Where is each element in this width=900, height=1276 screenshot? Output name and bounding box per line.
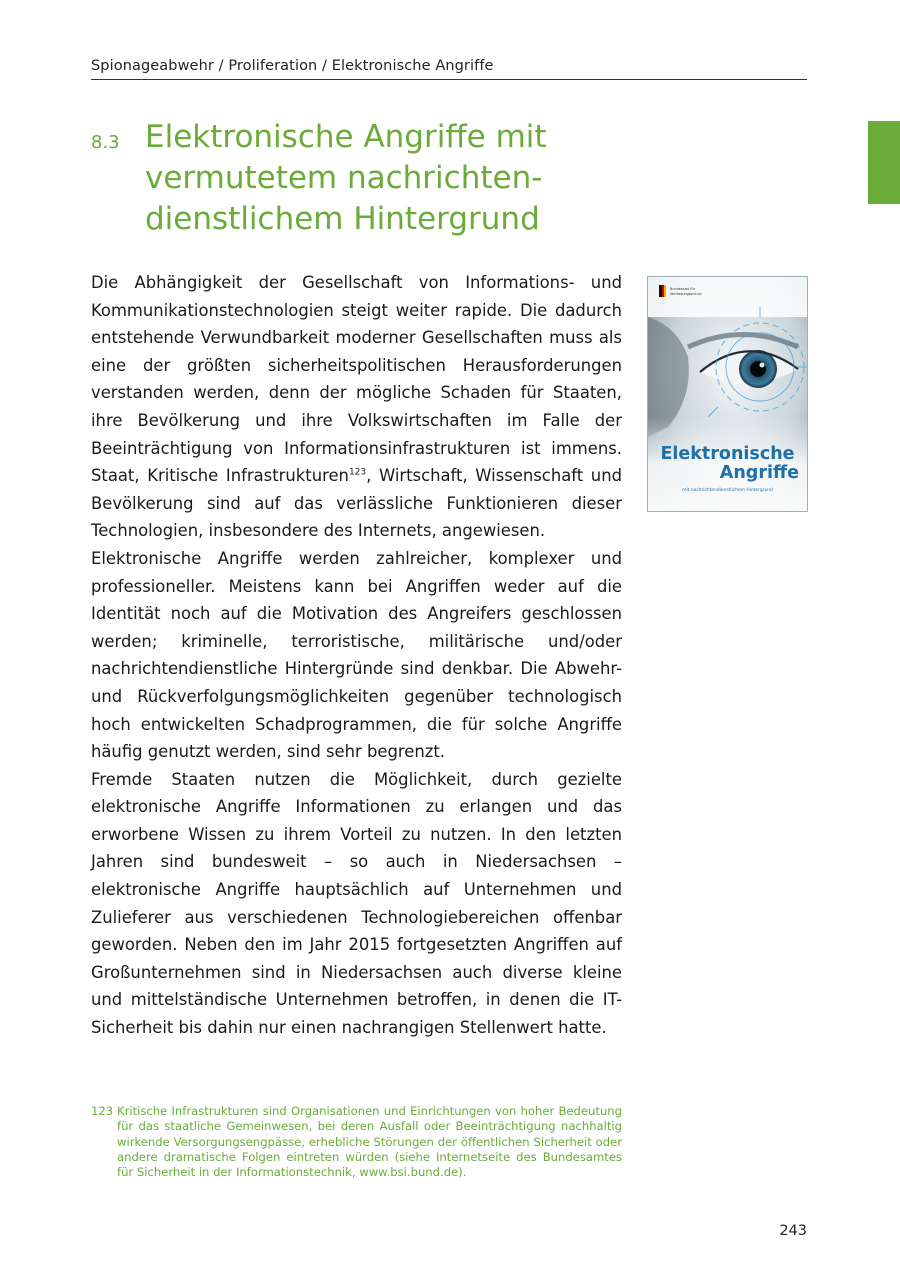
body-text — [91, 269, 622, 1042]
footnote-number: 123 — [91, 1104, 114, 1118]
running-header: Spionageabwehr / Proliferation / Elektronische Angriffe — [91, 58, 807, 80]
brochure-cover-image — [647, 276, 808, 512]
section-number: 8.3 — [91, 132, 120, 153]
section-title: Elektronische Angriffe mit vermutetem nachrichten-dienstlichem Hintergrund — [145, 119, 547, 237]
paragraph-1: Die Abhängigkeit der Gesellschaft von Informations- und Kommunikationstechnologien steigt weiter rapide. Die dadurch entstehende Verwundbarkeit moderner Gesellschaften muss als eine der größten sicherheitspolitischen Herausforderungen verstanden werden, denn der mögliche Schaden für Staaten, ihre Bevölkerung und ihre Volkswirtschaften im Falle der Beeinträchtigung von Informationsinfrastrukturen ist immens. Staat, Kritische Infrastrukturen$^{123}$, Wirtschaft, Wissenschaft und Bevölkerung sind auf das verlässliche Funktionieren dieser Technologien, insbesondere des Internets, angewiesen. — [91, 273, 622, 541]
footnote-text: Kritische Infrastrukturen sind Organisationen und Einrichtungen von hoher Bedeutung für das staatliche Gemeinwesen, bei deren Ausfall oder Beeinträchtigung nachhaltig wirkende Versorgungsengpässe, erhebliche Störungen der öffentlichen Sicherheit oder andere dramatische Folgen eintreten würden (siehe Internetseite des Bundesamtes für Sicherheit in der Informationstechnik, www.bsi.bund.de). — [117, 1104, 622, 1180]
page-number: 243 — [779, 1223, 807, 1239]
cover-publisher-line2: Verfassungsschutz — [670, 292, 702, 296]
cover-title-line2: Angriffe — [719, 463, 799, 483]
footnote — [91, 1104, 622, 1180]
cover-publisher-line1: Bundesamt für — [670, 287, 696, 291]
chapter-tab-marker — [868, 121, 900, 204]
federal-eagle-logo — [659, 285, 666, 297]
cover-subtitle: mit nachrichtendienstlichem Hintergrund — [682, 488, 773, 493]
paragraph-3: Fremde Staaten nutzen die Möglichkeit, durch gezielte elektronische Angriffe Informationen zu erlangen und das erworbene Wissen zu ihrem Vorteil zu nutzen. In den letzten Jahren sind bundesweit – so auch in Niedersachsen – elektronische Angriffe hauptsächlich auf Unternehmen und Zulieferer aus verschiedenen Technologiebereichen offenbar geworden. Neben den im Jahr 2015 fortgesetzten Angriffen auf Großunternehmen sind in Niedersachsen auch diverse kleine und mittelständische Unternehmen betroffen, in denen die IT-Sicherheit bis dahin nur einen nachrangigen Stellenwert hatte. — [91, 769, 622, 1038]
footnote-reference[interactable]: 123 — [348, 467, 367, 478]
cover-title-line1: Elektronische — [660, 444, 795, 464]
paragraph-2: Elektronische Angriffe werden zahlreicher, komplexer und professioneller. Meistens kann bei Angriffen weder auf die Identität noch auf die Motivation des Angreifers geschlossen werden; kriminelle, terroristische, militärische und/oder nachrichtendienstliche Hintergründe sind denkbar. Die Abwehr- und Rückverfolgungsmöglichkeiten gegenüber technologisch hoch entwickelten Schadprogrammen, die für solche Angriffe häufig genutzt werden, sind sehr begrenzt. — [91, 548, 622, 762]
